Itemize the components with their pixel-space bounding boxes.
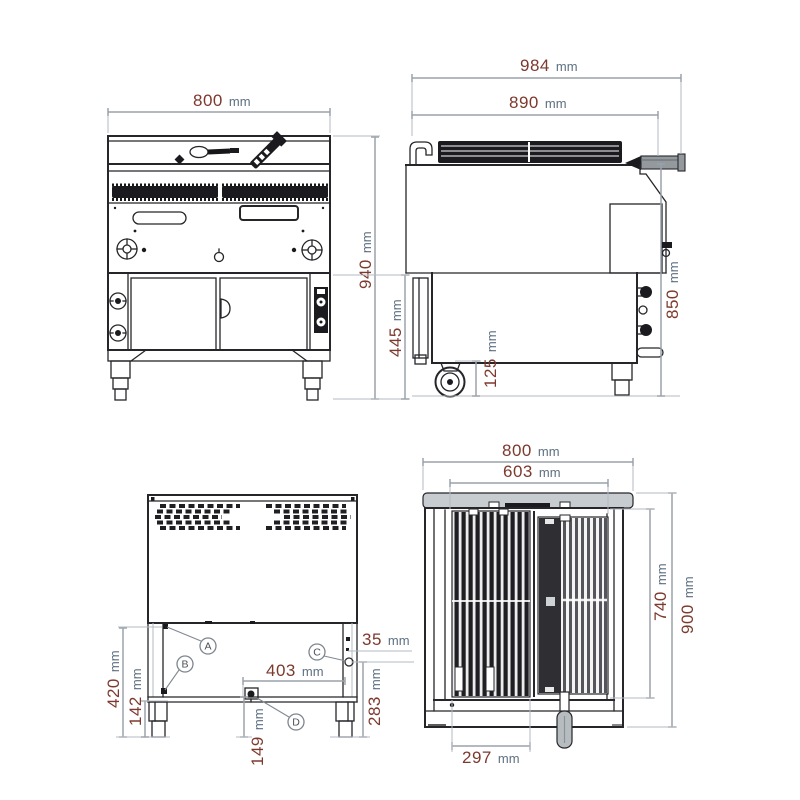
front-base-height-dimension [333, 275, 410, 399]
front-total-height-dimension [333, 136, 410, 399]
base-frame [108, 350, 330, 361]
grate-stack-profile [438, 141, 622, 163]
dimension-label: 445mm [386, 299, 405, 357]
door-handle [221, 299, 230, 318]
rear-leg-right [336, 702, 354, 737]
vent-grille-right [266, 506, 351, 528]
side-front-foot [612, 363, 632, 395]
connection-point-a [163, 624, 168, 629]
dimension-label: 297 mm [462, 748, 520, 767]
pilot-knob-center [215, 249, 224, 262]
back-rail-hook [410, 142, 432, 165]
gas-connection-pipe [641, 154, 685, 171]
dimension-label: 142mm [126, 668, 145, 726]
dimension-label: 850mm [663, 261, 682, 319]
panel-slot-right [240, 206, 298, 220]
rear-rail-profile [413, 278, 428, 364]
rear-leg-left [149, 702, 167, 737]
svg-text:B: B [181, 658, 189, 671]
rear-view [104, 495, 414, 766]
dimension-label: 420mm [104, 650, 123, 708]
side-knob-lower-left [110, 325, 126, 341]
grill-grate-right [538, 515, 608, 694]
dimension-label: 403 mm [266, 661, 324, 680]
front-width-dimension [108, 91, 330, 133]
front-leg-left [111, 361, 130, 400]
side-control-box-right [314, 287, 328, 333]
dimension-label: 35 mm [362, 630, 410, 649]
burner-knob-right [302, 240, 322, 260]
front-cabinet [108, 273, 330, 361]
side-service-panel [610, 204, 662, 273]
top-grate-width-dimension [452, 699, 530, 767]
drip-edge-arrow [625, 156, 641, 170]
cabinet-door-right [220, 278, 307, 350]
dimension-label: 900mm [678, 576, 697, 634]
side-lower-body [432, 273, 637, 363]
svg-text:D: D [292, 716, 300, 729]
front-grate-band [112, 185, 328, 200]
front-control-panel [114, 206, 324, 262]
side-front-knobs [637, 286, 663, 357]
dimension-label: 890 mm [509, 93, 567, 112]
top-grill-depth-dimension [610, 509, 670, 698]
dimension-label: 800 mm [193, 91, 251, 110]
caster-wheel [436, 363, 465, 397]
vent-grille-left [155, 506, 240, 528]
side-work-height-dimension [657, 164, 682, 396]
rear-upper-body [148, 495, 357, 623]
dimension-label: 125mm [481, 330, 500, 388]
label-c [309, 644, 346, 661]
grill-grate-left [452, 509, 530, 697]
dimension-label: 740mm [651, 563, 670, 621]
dimension-label: 984 mm [520, 56, 578, 75]
dimension-label: 800 mm [502, 441, 560, 460]
back-shelf-rail [423, 493, 633, 508]
svg-text:A: A [204, 640, 212, 653]
skewer-tool-icon [190, 147, 239, 158]
svg-text:C: C [313, 646, 321, 659]
rear-142-dimension [126, 668, 168, 737]
front-view [108, 91, 410, 400]
dimension-label: 603 mm [503, 462, 561, 481]
side-knob-upper-left [110, 293, 126, 309]
label-a [167, 627, 216, 654]
panel-slot-left [133, 212, 186, 224]
diamond-mark [175, 155, 185, 165]
dimension-label: 283mm [365, 668, 384, 726]
side-view [406, 56, 685, 397]
burner-knob-left [117, 239, 137, 259]
top-view [423, 441, 697, 767]
label-b [165, 656, 193, 690]
rear-149-dimension [236, 697, 267, 766]
front-leg-right [303, 361, 322, 400]
dimension-label: 940mm [356, 231, 375, 289]
dimension-label: 149mm [248, 708, 267, 766]
cabinet-door-left [131, 278, 216, 350]
drain-fitting [245, 688, 258, 702]
lever-handle [637, 348, 663, 357]
